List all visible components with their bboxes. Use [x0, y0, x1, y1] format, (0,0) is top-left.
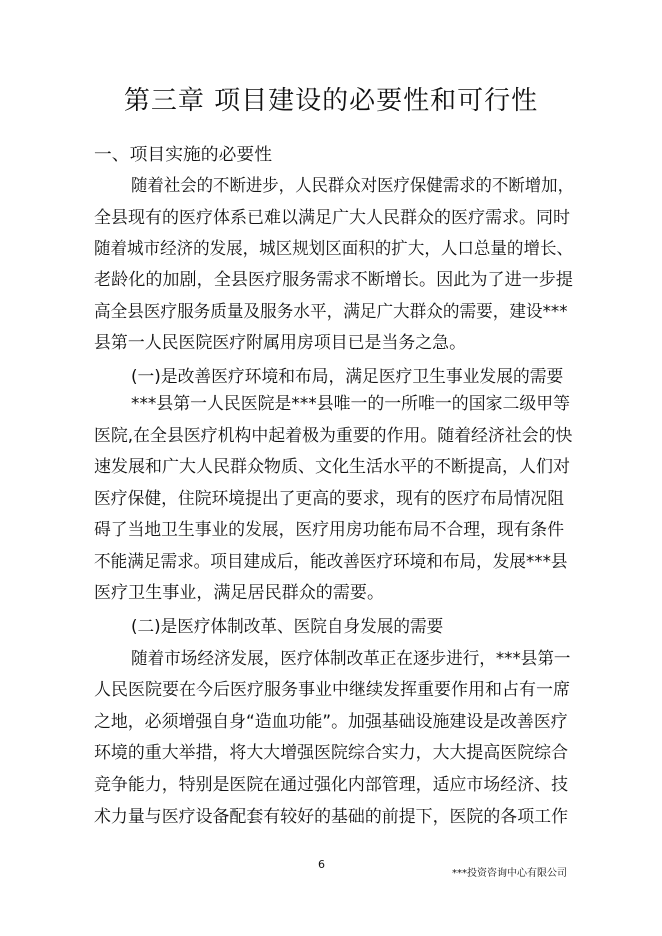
paragraph-line: 医疗卫生事业，满足居民群众的需要。 — [94, 583, 384, 603]
paragraph-line: 随着社会的不断进步，人民群众对医疗保健需求的不断增加， — [131, 176, 574, 196]
subheading: (一)是改善医疗环境和布局，满足医疗卫生事业发展的需要 — [131, 367, 564, 387]
paragraph-line: 之地，必须增强自身“造血功能”。加强基础设施建设是改善医疗 — [94, 712, 568, 732]
paragraph-line: 医疗保健，住院环境提出了更高的要求，现有的医疗布局情况阻 — [94, 489, 564, 509]
paragraph-line: 全县现有的医疗体系已难以满足广大人民群众的医疗需求。同时 — [94, 208, 570, 228]
paragraph-line: ***县第一人民医院是***县唯一的一所唯一的国家二级甲等 — [131, 394, 570, 414]
page-number: 6 — [318, 858, 325, 871]
paragraph-line: 县第一人民医院医疗附属用房项目已是当务之急。 — [94, 333, 466, 353]
paragraph-line: 医院,在全县医疗机构中起着极为重要的作用。随着经济社会的快 — [94, 426, 573, 446]
paragraph-line: 人民医院要在今后医疗服务事业中继续发挥重要作用和占有一席 — [94, 680, 570, 700]
chapter-title: 第三章 项目建设的必要性和可行性 — [123, 86, 539, 116]
paragraph-line: 随着城市经济的发展，城区规划区面积的扩大，人口总量的增长、 — [94, 239, 573, 259]
footer-company-name: ***投资咨询中心有限公司 — [452, 868, 567, 879]
section-heading: 一、项目实施的必要性 — [94, 145, 272, 165]
paragraph-line: 随着市场经济发展，医疗体制改革正在逐步进行，***县第一 — [131, 649, 571, 669]
paragraph-line: 老龄化的加剧，全县医疗服务需求不断增长。因此为了进一步提 — [94, 270, 573, 290]
paragraph-line: 术力量与医疗设备配套有较好的基础的前提下，医院的各项工作 — [94, 807, 568, 827]
paragraph-line: 碍了当地卫生事业的发展，医疗用房功能布局不合理，现有条件 — [94, 520, 564, 540]
paragraph-line: 不能满足需求。项目建成后，能改善医疗环境和布局，发展***县 — [94, 552, 568, 572]
paragraph-line: 环境的重大举措，将大大增强医院综合实力，大大提高医院综合 — [94, 743, 568, 763]
paragraph-line: 速发展和广大人民群众物质、文化生活水平的不断提高，人们对 — [94, 457, 570, 477]
subheading: (二)是医疗体制改革、医院自身发展的需要 — [131, 617, 444, 637]
paragraph-line: 竞争能力，特别是医院在通过强化内部管理，适应市场经济、技 — [94, 775, 568, 795]
paragraph-line: 高全县医疗服务质量及服务水平，满足广大群众的需要，建设*** — [94, 302, 568, 322]
